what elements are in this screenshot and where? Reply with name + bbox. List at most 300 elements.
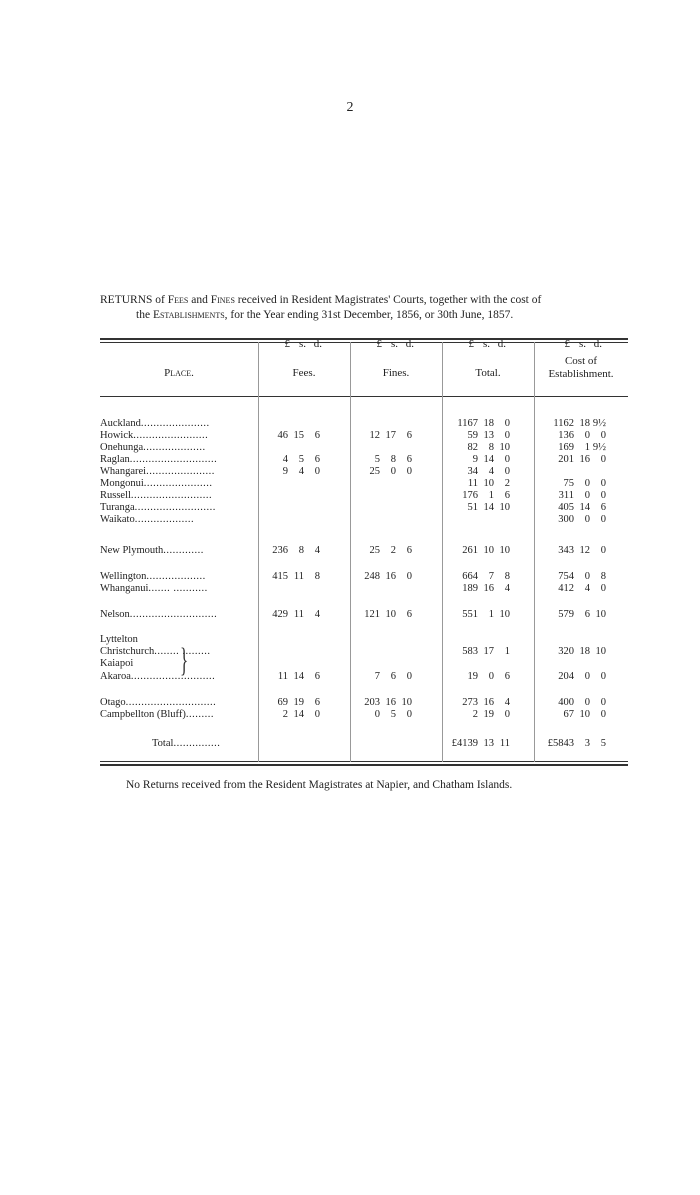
- fees-pence: 0: [314, 709, 320, 720]
- unit-d: d.: [497, 338, 506, 350]
- total-cell: [448, 583, 510, 595]
- fines-shillings: 2: [390, 545, 396, 556]
- total-cell: [448, 646, 510, 658]
- page-number: 2: [346, 100, 354, 115]
- unit-s: s.: [482, 338, 490, 350]
- cost-pence: 10: [595, 646, 606, 657]
- fines-cell: [356, 545, 412, 557]
- place-label: Lyttelton: [100, 634, 138, 645]
- cost-pence: 0: [600, 514, 606, 525]
- unit-d: d.: [405, 338, 414, 350]
- place-name: [100, 490, 212, 502]
- header-cost-line1: Cost of: [564, 355, 598, 367]
- cost-pounds: 400: [558, 697, 574, 708]
- cost-pence: 0: [600, 697, 606, 708]
- cost-cell: [544, 454, 606, 466]
- fines-pence: 0: [406, 466, 412, 477]
- cost-cell: [544, 545, 606, 557]
- cost-pence: 0: [600, 478, 606, 489]
- cost-pounds: 579: [558, 609, 574, 620]
- fines-cell: [356, 454, 412, 466]
- total-shillings: 16: [483, 697, 494, 708]
- fees-shillings: 11: [293, 571, 304, 582]
- place-label: New Plymouth: [100, 545, 164, 556]
- cost-cell: [544, 697, 606, 709]
- cost-cell: [544, 738, 606, 750]
- total-pence: 8: [504, 571, 510, 582]
- cost-pounds: 136: [558, 430, 574, 441]
- fines-shillings: 16: [385, 697, 396, 708]
- fines-pounds: 121: [364, 609, 380, 620]
- total-shillings: 7: [488, 571, 494, 582]
- fees-cell: [264, 430, 320, 442]
- cost-cell: [544, 571, 606, 583]
- leader-dots: .............................: [125, 697, 217, 708]
- total-pence: 6: [504, 671, 510, 682]
- cost-shillings: 3: [584, 738, 590, 749]
- total-pounds: 82: [467, 442, 478, 453]
- leader-dots: ..........................: [130, 490, 213, 501]
- total-pence: 10: [499, 502, 510, 513]
- total-cell: [448, 609, 510, 621]
- brace-symbol: }: [180, 642, 189, 679]
- place-label: Nelson: [100, 609, 130, 620]
- cost-shillings: 0: [584, 571, 590, 582]
- cost-shillings: 12: [579, 545, 590, 556]
- total-cell: [448, 709, 510, 721]
- table-row: [100, 709, 628, 721]
- place-name: [100, 442, 206, 454]
- total-cell: [448, 571, 510, 583]
- unit-l: £: [468, 338, 474, 350]
- total-shillings: 1: [488, 490, 494, 501]
- fees-pence: 6: [314, 671, 320, 682]
- cost-shillings: 18: [579, 418, 590, 429]
- total-cell: [448, 671, 510, 683]
- fees-pence: 6: [314, 697, 320, 708]
- place-label: Onehunga: [100, 442, 144, 453]
- fines-pounds: 248: [364, 571, 380, 582]
- cost-shillings: 14: [579, 502, 590, 513]
- total-shillings: 17: [483, 646, 494, 657]
- cost-pence: 0: [600, 454, 606, 465]
- fees-cell: [264, 609, 320, 621]
- total-pence: 1: [504, 646, 510, 657]
- cost-shillings: 4: [584, 583, 590, 594]
- fines-pounds: 7: [374, 671, 380, 682]
- fees-pounds: 11: [277, 671, 288, 682]
- leader-dots: .............: [163, 545, 204, 556]
- place-name: [100, 430, 208, 442]
- total-shillings: 0: [488, 671, 494, 682]
- title-text: , for the Year ending 31st December, 1856, or 30th June, 1857.: [224, 309, 514, 321]
- total-pence: 0: [504, 430, 510, 441]
- place-name: [100, 466, 215, 478]
- table-row: [100, 583, 628, 595]
- place-name: [100, 709, 214, 721]
- total-pounds: 664: [462, 571, 478, 582]
- place-label: Kaiapoi: [100, 658, 134, 669]
- fines-pence: 6: [406, 454, 412, 465]
- table-row: [100, 697, 628, 709]
- place-label: Raglan: [100, 454, 130, 465]
- total-pence: 11: [499, 738, 510, 749]
- unit-s: s.: [390, 338, 398, 350]
- cost-cell: [544, 418, 606, 430]
- cost-cell: [544, 430, 606, 442]
- fees-pounds: 236: [272, 545, 288, 556]
- bottom-rule-thin: [100, 761, 628, 762]
- fees-cell: [264, 545, 320, 557]
- title-text: the: [136, 309, 153, 321]
- title-line-2: [100, 308, 640, 323]
- fines-pence: 6: [406, 545, 412, 556]
- total-pounds: 59: [467, 430, 478, 441]
- cost-pounds: 311: [558, 490, 574, 501]
- leader-dots: ............................: [129, 454, 218, 465]
- header-cost-line2: Establishment.: [548, 368, 614, 380]
- cost-pence: 10: [595, 609, 606, 620]
- place-name: [100, 514, 194, 526]
- cost-cell: [544, 442, 606, 454]
- unit-l: £: [284, 338, 290, 350]
- fines-shillings: 16: [385, 571, 396, 582]
- place-label: Total: [152, 738, 174, 749]
- place-label: Mongonui: [100, 478, 144, 489]
- cost-pounds: 754: [558, 571, 574, 582]
- total-cell: [448, 430, 510, 442]
- units-cost: [546, 338, 602, 350]
- total-pounds: 19: [467, 671, 478, 682]
- leader-dots: ........ .........: [154, 646, 211, 657]
- fines-cell: [356, 466, 412, 478]
- total-pence: 0: [504, 418, 510, 429]
- place-name: [100, 454, 217, 466]
- table-row: [100, 454, 628, 466]
- place-label: Whanganui: [100, 583, 149, 594]
- table-row: [100, 490, 628, 502]
- total-pounds: £4139: [451, 738, 478, 749]
- returns-table: [100, 338, 628, 770]
- header-fines: Fines.: [382, 367, 410, 379]
- fees-cell: [264, 466, 320, 478]
- fines-pence: 0: [406, 709, 412, 720]
- total-pence: 6: [504, 490, 510, 501]
- table-row: [100, 478, 628, 490]
- fees-cell: [264, 709, 320, 721]
- cost-pounds: 405: [558, 502, 574, 513]
- cost-pounds: 169: [558, 442, 574, 453]
- title-establishments: Establishments: [152, 309, 225, 321]
- total-shillings: 1: [488, 609, 494, 620]
- fees-pounds: 9: [282, 466, 288, 477]
- cost-pence: 5: [600, 738, 606, 749]
- fees-shillings: 5: [298, 454, 304, 465]
- fees-shillings: 14: [293, 709, 304, 720]
- place-name: [100, 478, 213, 490]
- place-name: [152, 738, 220, 750]
- place-label: Howick: [100, 430, 134, 441]
- place-label: Campbellton (Bluff): [100, 709, 186, 720]
- place-label: Wellington: [100, 571, 147, 582]
- fines-pounds: 25: [369, 545, 380, 556]
- total-cell: [448, 418, 510, 430]
- total-shillings: 14: [483, 454, 494, 465]
- fees-shillings: 8: [298, 545, 304, 556]
- fees-pence: 4: [314, 545, 320, 556]
- total-pounds: 261: [462, 545, 478, 556]
- total-pounds: 551: [462, 609, 478, 620]
- footnote: No Returns received from the Resident Magistrates at Napier, and Chatham Islands.: [126, 779, 513, 791]
- total-pence: 0: [504, 466, 510, 477]
- fees-pounds: 46: [277, 430, 288, 441]
- cost-pounds: 300: [558, 514, 574, 525]
- total-pence: 10: [499, 609, 510, 620]
- total-pounds: 176: [462, 490, 478, 501]
- cost-cell: [544, 609, 606, 621]
- fines-cell: [356, 671, 412, 683]
- fines-cell: [356, 697, 412, 709]
- fees-pounds: 415: [272, 571, 288, 582]
- leader-dots: ......................: [146, 466, 215, 477]
- total-shillings: 4: [488, 466, 494, 477]
- total-cell: [448, 490, 510, 502]
- title-fines: Fines: [210, 294, 235, 306]
- table-row: [100, 671, 628, 683]
- fees-pounds: 69: [277, 697, 288, 708]
- table-title: [100, 293, 640, 323]
- leader-dots: ...........................: [130, 671, 216, 682]
- cost-cell: [544, 478, 606, 490]
- leader-dots: ......................: [140, 418, 210, 429]
- total-shillings: 10: [483, 478, 494, 489]
- total-pence: 10: [499, 545, 510, 556]
- fines-pence: 0: [406, 571, 412, 582]
- fees-pounds: 4: [282, 454, 288, 465]
- fines-pounds: 203: [364, 697, 380, 708]
- total-shillings: 14: [483, 502, 494, 513]
- place-name: [100, 502, 216, 514]
- total-pounds: 189: [462, 583, 478, 594]
- fines-cell: [356, 609, 412, 621]
- leader-dots: ......................: [143, 478, 213, 489]
- cost-shillings: 18: [579, 646, 590, 657]
- cost-pence: 0: [600, 430, 606, 441]
- fees-cell: [264, 671, 320, 683]
- units-fees: [266, 338, 322, 350]
- cost-pounds: £5843: [547, 738, 574, 749]
- place-label: Christchurch: [100, 646, 155, 657]
- table-row: [100, 442, 628, 454]
- total-cell: [448, 502, 510, 514]
- place-name: [100, 646, 211, 658]
- total-pounds: 2: [472, 709, 478, 720]
- place-name: [100, 697, 216, 709]
- place-label: Russell: [100, 490, 131, 501]
- fines-cell: [356, 430, 412, 442]
- header-rule: [100, 396, 628, 397]
- total-shillings: 13: [483, 430, 494, 441]
- total-pounds: 1167: [457, 418, 478, 429]
- fees-pounds: 2: [282, 709, 288, 720]
- fines-pounds: 5: [374, 454, 380, 465]
- table-row: [100, 634, 628, 646]
- table-row: [100, 646, 628, 658]
- table-row: [100, 609, 628, 621]
- unit-l: £: [376, 338, 382, 350]
- total-pence: 10: [499, 442, 510, 453]
- fines-pounds: 25: [369, 466, 380, 477]
- place-name: [100, 418, 210, 430]
- title-text: received in Resident Magistrates' Courts, together with the cost of: [234, 294, 542, 306]
- fines-shillings: 10: [385, 609, 396, 620]
- place-name: [100, 545, 204, 557]
- cost-pence: 0: [600, 709, 606, 720]
- cost-shillings: 0: [584, 430, 590, 441]
- total-shillings: 10: [483, 545, 494, 556]
- table-row: [100, 571, 628, 583]
- cost-pence: 6: [600, 502, 606, 513]
- units-total: [450, 338, 506, 350]
- fines-pence: 6: [406, 609, 412, 620]
- fees-pence: 0: [314, 466, 320, 477]
- cost-shillings: 6: [584, 609, 590, 620]
- unit-l: £: [564, 338, 570, 350]
- fines-pounds: 12: [369, 430, 380, 441]
- total-cell: [448, 442, 510, 454]
- place-label: Otago: [100, 697, 126, 708]
- units-fines: [358, 338, 414, 350]
- fees-pence: 6: [314, 430, 320, 441]
- fines-pence: 6: [406, 430, 412, 441]
- cost-pounds: 412: [558, 583, 574, 594]
- leader-dots: ....................: [143, 442, 206, 453]
- cost-shillings: 0: [584, 671, 590, 682]
- fines-cell: [356, 709, 412, 721]
- fines-cell: [356, 571, 412, 583]
- cost-cell: [544, 709, 606, 721]
- table-row: [100, 430, 628, 442]
- cost-shillings: 0: [584, 697, 590, 708]
- total-pounds: 583: [462, 646, 478, 657]
- total-pence: 0: [504, 709, 510, 720]
- unit-d: d.: [313, 338, 322, 350]
- title-text: and: [188, 294, 211, 306]
- leader-dots: ............................: [129, 609, 218, 620]
- cost-cell: [544, 671, 606, 683]
- total-cell: [448, 697, 510, 709]
- fees-cell: [264, 697, 320, 709]
- total-pounds: 11: [467, 478, 478, 489]
- fines-pounds: 0: [374, 709, 380, 720]
- cost-pence: 8: [600, 571, 606, 582]
- place-label: Whangarei: [100, 466, 147, 477]
- leader-dots: ....... ...........: [148, 583, 208, 594]
- fines-shillings: 5: [390, 709, 396, 720]
- cost-pounds: 320: [558, 646, 574, 657]
- fees-shillings: 19: [293, 697, 304, 708]
- fees-pounds: 429: [272, 609, 288, 620]
- place-name: [100, 571, 206, 583]
- cost-cell: [544, 502, 606, 514]
- cost-shillings: 10: [579, 709, 590, 720]
- cost-shillings: 1: [584, 442, 590, 453]
- header-total: Total.: [475, 367, 501, 379]
- fees-cell: [264, 454, 320, 466]
- fines-shillings: 0: [390, 466, 396, 477]
- leader-dots: .........: [185, 709, 214, 720]
- total-shillings: 16: [483, 583, 494, 594]
- bottom-rule: [100, 764, 628, 766]
- fines-shillings: 17: [385, 430, 396, 441]
- total-cell: [448, 478, 510, 490]
- table-row: [100, 738, 628, 750]
- cost-shillings: 0: [584, 514, 590, 525]
- cost-shillings: 0: [584, 490, 590, 501]
- cost-pence: 9½: [592, 418, 606, 429]
- table-row: [100, 466, 628, 478]
- header-place: Place.: [164, 367, 194, 379]
- cost-shillings: 16: [579, 454, 590, 465]
- total-cell: [448, 545, 510, 557]
- fees-shillings: 4: [298, 466, 304, 477]
- unit-d: d.: [593, 338, 602, 350]
- cost-cell: [544, 490, 606, 502]
- cost-pence: 0: [600, 490, 606, 501]
- fines-pence: 10: [401, 697, 412, 708]
- cost-pounds: 75: [563, 478, 574, 489]
- unit-s: s.: [298, 338, 306, 350]
- leader-dots: ..........................: [134, 502, 216, 513]
- total-shillings: 18: [483, 418, 494, 429]
- total-pounds: 51: [467, 502, 478, 513]
- cost-pence: 0: [600, 545, 606, 556]
- total-pounds: 9: [472, 454, 478, 465]
- place-label: Turanga: [100, 502, 135, 513]
- cost-cell: [544, 583, 606, 595]
- table-row: [100, 514, 628, 526]
- total-pounds: 34: [467, 466, 478, 477]
- fees-pence: 6: [314, 454, 320, 465]
- cost-pounds: 1162: [553, 418, 574, 429]
- cost-pounds: 201: [558, 454, 574, 465]
- unit-s: s.: [578, 338, 586, 350]
- total-pence: 2: [504, 478, 510, 489]
- fees-pence: 4: [314, 609, 320, 620]
- table-row: [100, 545, 628, 557]
- leader-dots: ...................: [146, 571, 206, 582]
- cost-shillings: 0: [584, 478, 590, 489]
- fees-pence: 8: [314, 571, 320, 582]
- title-fees: Fees: [167, 294, 189, 306]
- leader-dots: ........................: [133, 430, 209, 441]
- place-name: [100, 671, 215, 683]
- place-label: Akaroa: [100, 671, 131, 682]
- table-row: [100, 658, 628, 670]
- place-name: [100, 658, 133, 670]
- fines-shillings: 8: [390, 454, 396, 465]
- total-cell: [448, 466, 510, 478]
- fees-shillings: 11: [293, 609, 304, 620]
- total-cell: [448, 454, 510, 466]
- total-cell: [448, 738, 510, 750]
- title-text: RETURNS of: [100, 294, 168, 306]
- cost-pounds: 67: [563, 709, 574, 720]
- table-row: [100, 502, 628, 514]
- fines-pence: 0: [406, 671, 412, 682]
- header-cost: [534, 355, 628, 381]
- total-shillings: 19: [483, 709, 494, 720]
